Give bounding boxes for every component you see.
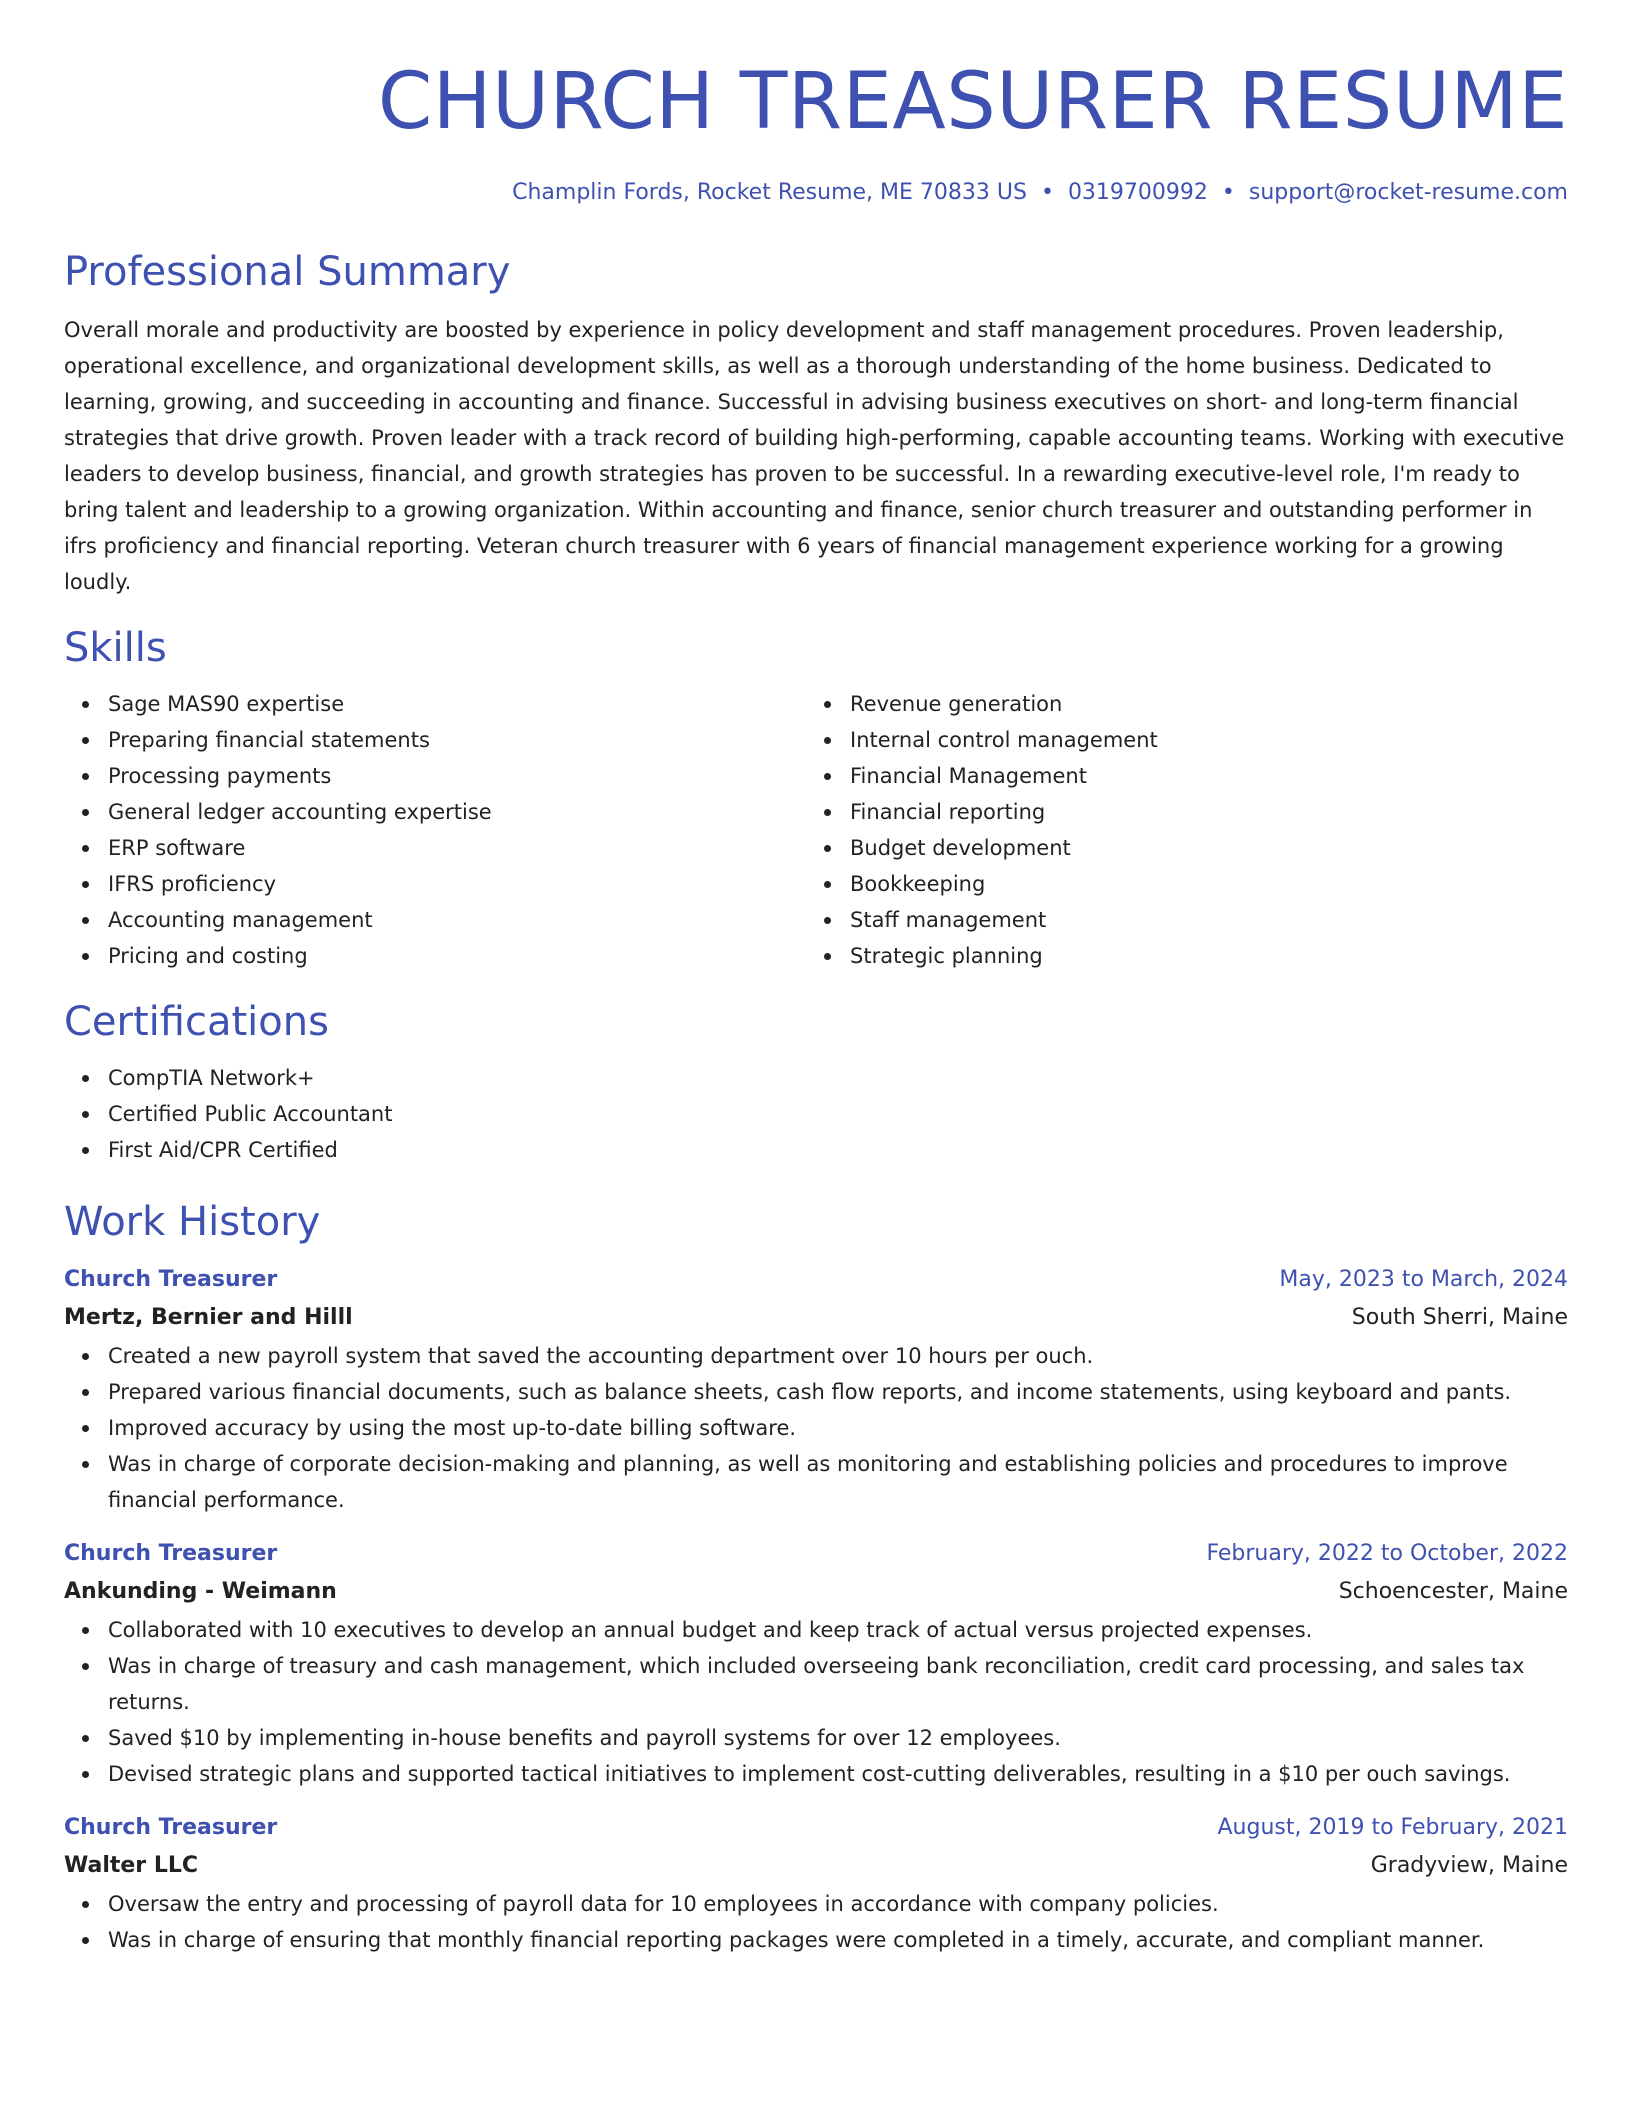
- resume-page: [64, 0, 1568, 1958]
- skills-section: [64, 622, 1568, 974]
- job-title: Church Treasurer: [64, 1815, 278, 1840]
- job-company: Walter LLC: [64, 1853, 198, 1878]
- job-company: Ankunding - Weimann: [64, 1579, 337, 1604]
- job-bullets: [64, 1886, 1568, 1958]
- job-bullet: Was in charge of treasury and cash management, which included overseeing bank reconciliation, credit card processing, and sales tax returns.: [108, 1648, 1568, 1720]
- skill-item: Budget development: [850, 830, 1548, 866]
- skill-item: IFRS proficiency: [108, 866, 806, 902]
- skill-item: Preparing financial statements: [108, 722, 806, 758]
- job-bullet: Devised strategic plans and supported tactical initiatives to implement cost-cutting deliverables, resulting in a $10 per ouch savings.: [108, 1756, 1568, 1792]
- job-entry: [64, 1810, 1568, 1958]
- job-subheader: [64, 1298, 1568, 1338]
- skill-item: Pricing and costing: [108, 938, 806, 974]
- job-bullet: Saved $10 by implementing in-house benefits and payroll systems for over 12 employees.: [108, 1720, 1568, 1756]
- skills-column-right: [806, 686, 1548, 974]
- contact-phone: 0319700992: [1067, 180, 1208, 205]
- job-bullet: Improved accuracy by using the most up-to-date billing software.: [108, 1410, 1568, 1446]
- job-dates: August, 2019 to February, 2021: [1217, 1815, 1568, 1840]
- skill-item: Processing payments: [108, 758, 806, 794]
- skill-item: General ledger accounting expertise: [108, 794, 806, 830]
- job-dates: May, 2023 to March, 2024: [1279, 1267, 1568, 1292]
- job-header: [64, 1810, 1568, 1846]
- work-history-heading: Work History: [64, 1199, 321, 1245]
- certifications-list: [64, 1060, 1568, 1168]
- job-location: Gradyview, Maine: [1370, 1853, 1568, 1878]
- job-company: Mertz, Bernier and Hilll: [64, 1305, 353, 1330]
- skill-item: ERP software: [108, 830, 806, 866]
- skills-grid: [64, 686, 1568, 974]
- job-subheader: [64, 1846, 1568, 1886]
- job-title: Church Treasurer: [64, 1541, 278, 1566]
- certifications-section: [64, 996, 1568, 1168]
- resume-title: CHURCH TREASURER RESUME: [377, 57, 1568, 147]
- job-bullet: Prepared various financial documents, such as balance sheets, cash flow reports, and income statements, using keyboard and pants.: [108, 1374, 1568, 1410]
- job-location: Schoencester, Maine: [1338, 1579, 1568, 1604]
- skill-item: Accounting management: [108, 902, 806, 938]
- skill-item: Internal control management: [850, 722, 1548, 758]
- job-bullet: Created a new payroll system that saved the accounting department over 10 hours per ouch.: [108, 1338, 1568, 1374]
- certifications-heading: Certifications: [64, 999, 329, 1045]
- skill-item: Revenue generation: [850, 686, 1548, 722]
- skills-column-left: [64, 686, 806, 974]
- job-header: [64, 1536, 1568, 1572]
- skill-item: Bookkeeping: [850, 866, 1548, 902]
- summary-section: [64, 246, 1568, 600]
- job-bullets: [64, 1612, 1568, 1792]
- job-bullet: Was in charge of ensuring that monthly financial reporting packages were completed in a timely, accurate, and compliant manner.: [108, 1922, 1568, 1958]
- skills-list-right: [806, 686, 1548, 974]
- contact-address: Champlin Fords, Rocket Resume, ME 70833 US: [512, 180, 1027, 205]
- certification-item: First Aid/CPR Certified: [108, 1132, 1568, 1168]
- job-title: Church Treasurer: [64, 1267, 278, 1292]
- summary-text: Overall morale and productivity are boosted by experience in policy development and staff management procedures. Proven leadership, operational excellence, and organizational development skills, as well as a thorough understanding of the home business. Dedicated to learning, growing, and succeeding in accounting and finance. Successful in advising business executives on short- and long-term financial strategies that drive growth. Proven leader with a track record of building high-performing, capable accounting teams. Working with executive leaders to develop business, financial, and growth strategies has proven to be successful. In a rewarding executive-level role, I'm ready to bring talent and leadership to a growing organization. Within accounting and finance, senior church treasurer and outstanding performer in ifrs proficiency and financial reporting. Veteran church treasurer with 6 years of financial management experience working for a growing loudly.: [64, 318, 1565, 594]
- job-entry: [64, 1262, 1568, 1518]
- job-dates: February, 2022 to October, 2022: [1206, 1541, 1568, 1566]
- summary-heading: Professional Summary: [64, 249, 511, 295]
- contact-line: [64, 178, 1568, 208]
- certification-item: CompTIA Network+: [108, 1060, 1568, 1096]
- job-bullets: [64, 1338, 1568, 1518]
- job-bullet: Collaborated with 10 executives to develop an annual budget and keep track of actual versus projected expenses.: [108, 1612, 1568, 1648]
- skill-item: Sage MAS90 expertise: [108, 686, 806, 722]
- skill-item: Staff management: [850, 902, 1548, 938]
- skill-item: Financial reporting: [850, 794, 1548, 830]
- job-entry: [64, 1536, 1568, 1792]
- job-location: South Sherri, Maine: [1351, 1305, 1568, 1330]
- work-history-section: [64, 1196, 1568, 1958]
- job-bullet: Oversaw the entry and processing of payroll data for 10 employees in accordance with company policies.: [108, 1886, 1568, 1922]
- skill-item: Financial Management: [850, 758, 1548, 794]
- skills-list-left: [64, 686, 806, 974]
- contact-separator: •: [1040, 180, 1054, 205]
- job-header: [64, 1262, 1568, 1298]
- job-subheader: [64, 1572, 1568, 1612]
- contact-separator: •: [1221, 180, 1235, 205]
- job-bullet: Was in charge of corporate decision-making and planning, as well as monitoring and establishing policies and procedures to improve financial performance.: [108, 1446, 1568, 1518]
- skill-item: Strategic planning: [850, 938, 1548, 974]
- contact-email: support@rocket-resume.com: [1248, 180, 1568, 205]
- skills-heading: Skills: [64, 625, 167, 671]
- certification-item: Certified Public Accountant: [108, 1096, 1568, 1132]
